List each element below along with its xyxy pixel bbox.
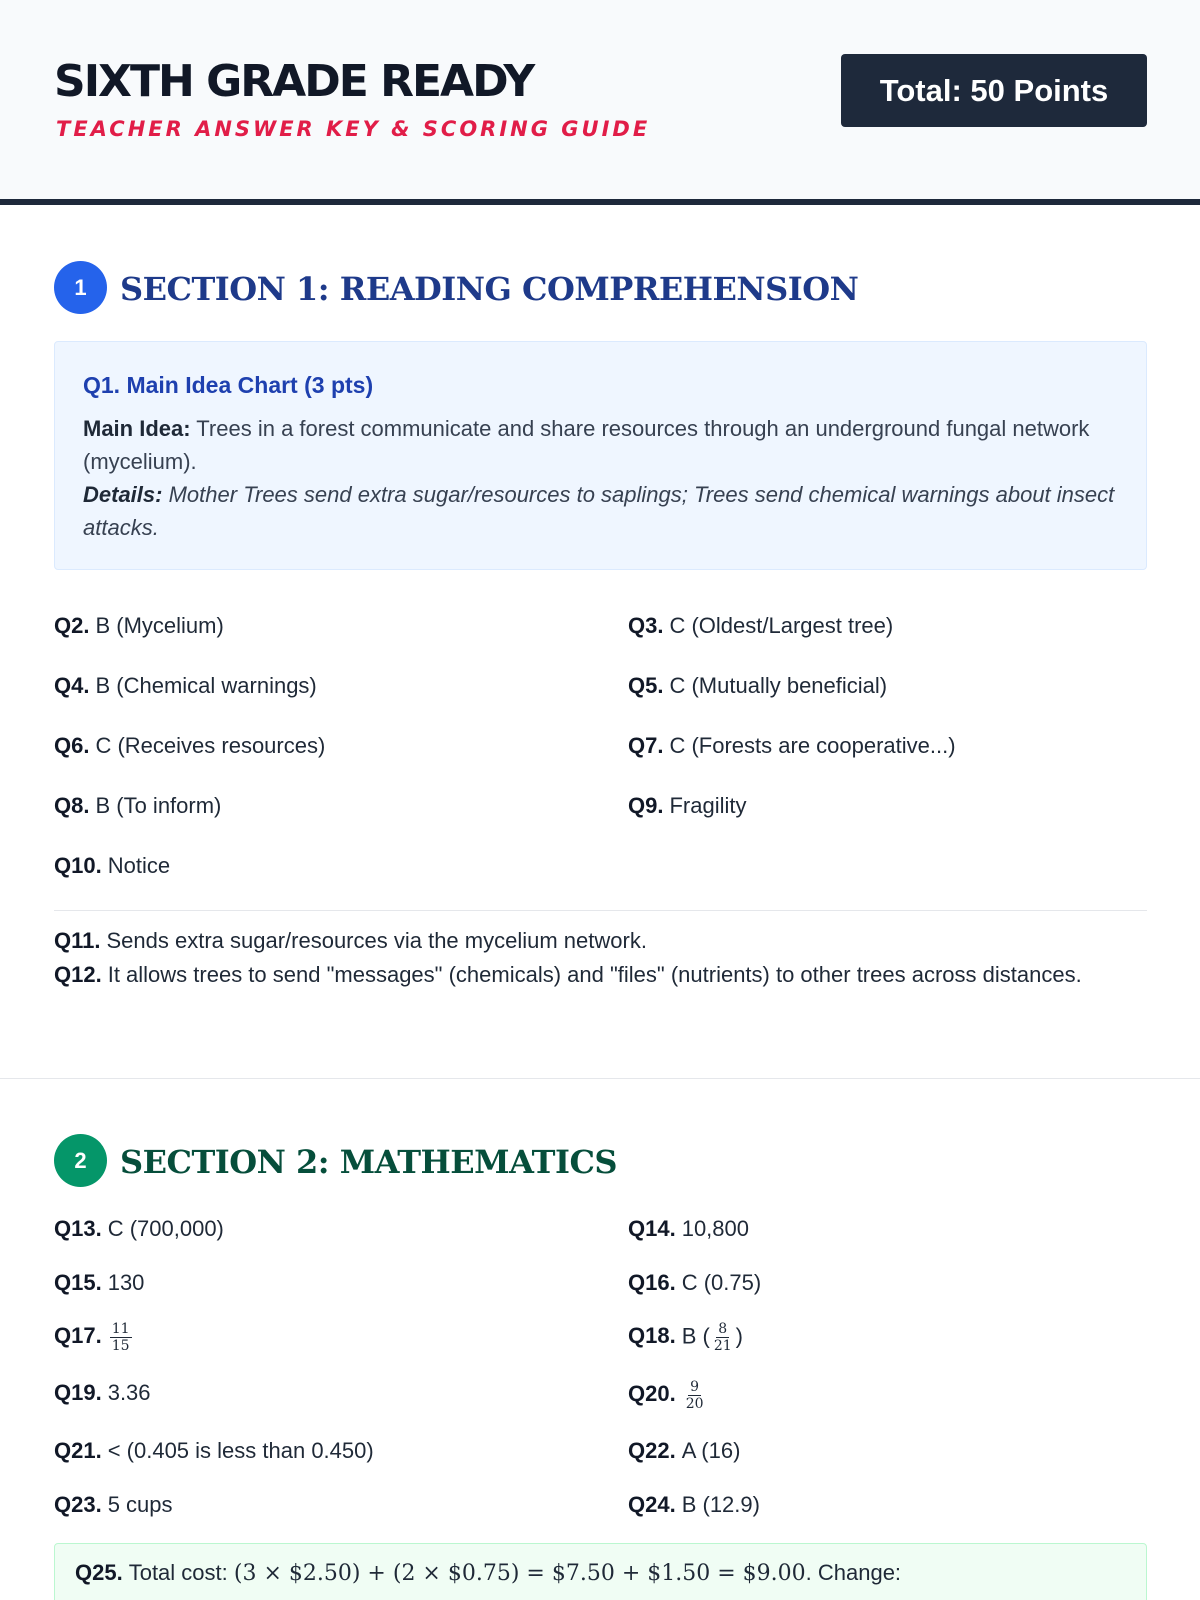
q-number: Q23.: [54, 1492, 102, 1517]
answer-q17: [54, 1322, 134, 1353]
page-title: SIXTH GRADE READY: [54, 56, 534, 107]
denominator: 15: [111, 1338, 130, 1354]
answer-text: B (Mycelium): [95, 613, 224, 638]
answer-text: B (Chemical warnings): [95, 673, 317, 698]
answer-text: < (0.405 is less than 0.450): [107, 1438, 374, 1463]
answer-q24: [628, 1492, 760, 1518]
answer-text: B (12.9): [681, 1492, 760, 1517]
answer-text: Sends extra sugar/resources via the mycelium network.: [106, 928, 647, 953]
answer-q14: [628, 1216, 749, 1242]
answer-q23: [54, 1492, 173, 1518]
section-1-number-badge: 1: [54, 261, 107, 314]
q-number: Q19.: [54, 1380, 102, 1405]
answer-text: Fragility: [669, 793, 747, 818]
fraction: [110, 1322, 132, 1353]
q-number: Q5.: [628, 673, 664, 698]
q-number: Q17.: [54, 1323, 102, 1349]
denominator: 21: [713, 1338, 732, 1354]
answer-text: C (Oldest/Largest tree): [669, 613, 894, 638]
q-number: Q12.: [54, 962, 102, 987]
open-response-answers: [54, 924, 1147, 992]
answer-q13: [54, 1216, 224, 1242]
page-subtitle: TEACHER ANSWER KEY & SCORING GUIDE: [56, 117, 651, 141]
q-number: Q14.: [628, 1216, 676, 1241]
answer-q2: [54, 613, 224, 639]
q-number: Q15.: [54, 1270, 102, 1295]
answer-q7: [628, 733, 956, 759]
total-points-badge: Total: 50 Points: [841, 54, 1147, 127]
answer-text: 5 cups: [107, 1492, 173, 1517]
section-2-number-badge: 2: [54, 1134, 107, 1187]
answer-text: C (Mutually beneficial): [669, 673, 888, 698]
q1-title: Q1. Main Idea Chart (3 pts): [83, 372, 374, 398]
answer-q4: [54, 673, 317, 699]
answer-text: 130: [107, 1270, 145, 1295]
q-number: Q11.: [54, 928, 101, 953]
header: [0, 0, 1200, 205]
section-divider: [0, 1078, 1200, 1079]
q-number: Q10.: [54, 853, 102, 878]
answer-text: C (Forests are cooperative...): [669, 733, 956, 758]
answer-q9: [628, 793, 746, 819]
details-text: Mother Trees send extra sugar/resources to saplings; Trees send chemical warnings about insect attacks.: [83, 482, 1115, 540]
answer-text: C (700,000): [107, 1216, 224, 1241]
answer-q20: [628, 1380, 708, 1411]
q-number: Q24.: [628, 1492, 676, 1517]
answer-q6: [54, 733, 325, 759]
q-number: Q9.: [628, 793, 664, 818]
answer-q3: [628, 613, 893, 639]
fraction: [712, 1322, 734, 1353]
answer-q16: [628, 1270, 761, 1296]
section-1-title: SECTION 1: READING COMPREHENSION: [120, 270, 859, 308]
numerator: 8: [718, 1321, 728, 1337]
q-number: Q20.: [628, 1381, 676, 1407]
q1-main-idea: [83, 412, 1118, 478]
q-number: Q18.: [628, 1323, 676, 1349]
answer-q18: [628, 1322, 743, 1353]
answer-text: B (To inform): [95, 793, 222, 818]
section-2-title: SECTION 2: MATHEMATICS: [120, 1143, 618, 1181]
answer-text: C (0.75): [681, 1270, 762, 1295]
answer-text: 3.36: [107, 1380, 151, 1405]
answer-q19: [54, 1380, 151, 1406]
answer-text: C (Receives resources): [95, 733, 326, 758]
fraction: [684, 1380, 706, 1411]
q-number: Q4.: [54, 673, 90, 698]
answer-q11: [54, 924, 1147, 958]
answer-text: Notice: [107, 853, 171, 878]
q-number: Q16.: [628, 1270, 676, 1295]
answer-q21: [54, 1438, 374, 1464]
q-number: Q6.: [54, 733, 90, 758]
section-1-rule: [54, 910, 1147, 911]
answer-text: 10,800: [681, 1216, 749, 1241]
q25-expression: (3 × $2.50) + (2 × $0.75) = $7.50 + $1.50 = $9.00: [233, 1561, 806, 1586]
q-number: Q8.: [54, 793, 90, 818]
q-number: Q25.: [75, 1560, 123, 1585]
answer-text: A (16): [681, 1438, 741, 1463]
details-label: Details:: [83, 482, 163, 507]
answer-q12: [54, 958, 1147, 992]
answer-q22: [628, 1438, 740, 1464]
q1-main-idea-box: [54, 341, 1147, 570]
answer-q10: [54, 853, 170, 879]
q-number: Q21.: [54, 1438, 102, 1463]
numerator: 9: [690, 1379, 700, 1395]
numerator: 11: [111, 1321, 130, 1337]
q-number: Q22.: [628, 1438, 676, 1463]
answer-suffix: ): [735, 1323, 743, 1349]
answer-prefix: B (: [681, 1323, 710, 1349]
answer-q8: [54, 793, 221, 819]
main-idea-text: Trees in a forest communicate and share resources through an underground fungal network (mycelium).: [83, 416, 1090, 474]
q25-label: Total cost:: [128, 1560, 228, 1585]
answer-q15: [54, 1270, 144, 1296]
q-number: Q7.: [628, 733, 664, 758]
main-idea-label: Main Idea:: [83, 416, 191, 441]
q-number: Q2.: [54, 613, 90, 638]
q25-tail: . Change:: [805, 1560, 902, 1585]
q25-worked-answer-box: [54, 1543, 1147, 1600]
q-number: Q3.: [628, 613, 664, 638]
answer-text: It allows trees to send "messages" (chemicals) and "files" (nutrients) to other trees across distances.: [107, 962, 1082, 987]
q1-details: [83, 478, 1118, 544]
q-number: Q13.: [54, 1216, 102, 1241]
answer-q5: [628, 673, 887, 699]
denominator: 20: [685, 1396, 704, 1412]
